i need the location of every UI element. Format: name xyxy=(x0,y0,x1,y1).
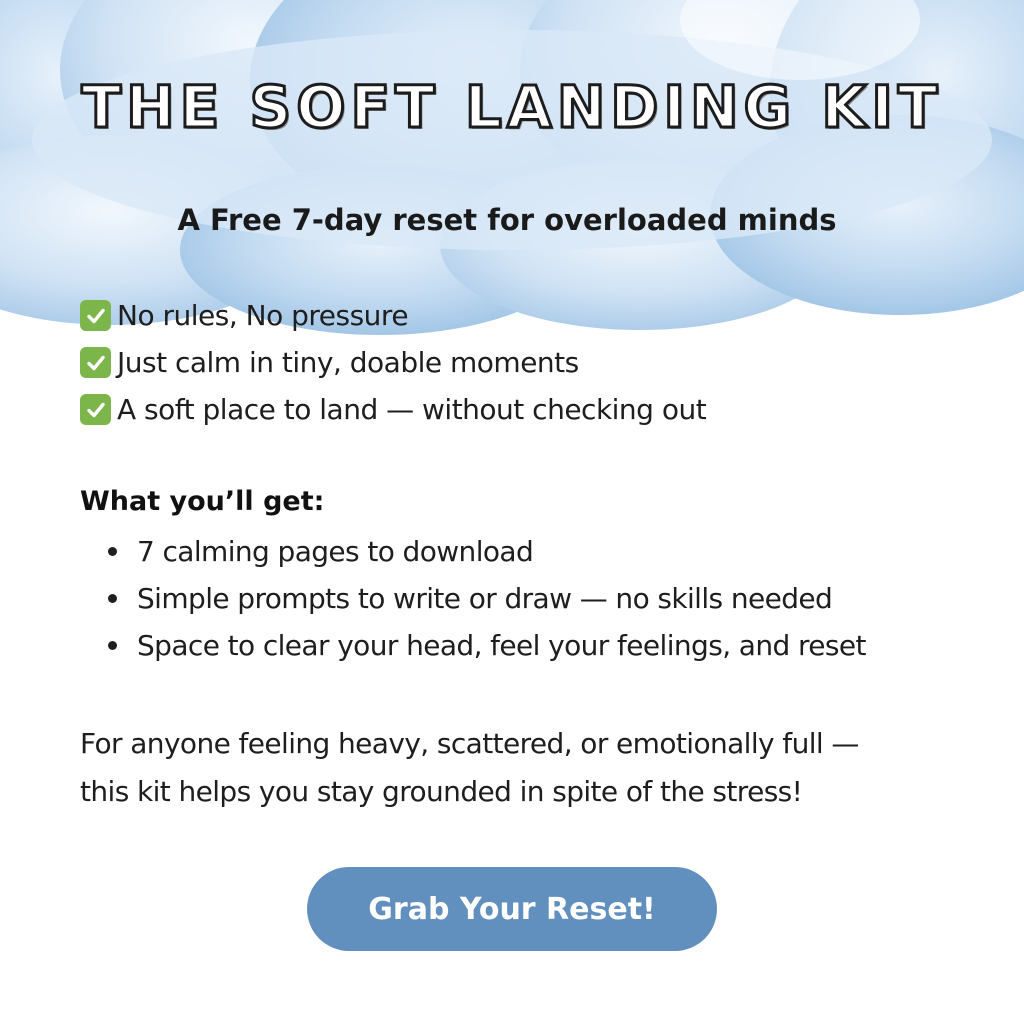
bullet-icon xyxy=(108,594,117,603)
closing-line: this kit helps you stay grounded in spite of the stress! xyxy=(80,775,803,808)
bullet-icon xyxy=(108,641,117,650)
check-box-icon xyxy=(80,394,111,425)
page-subtitle: A Free 7-day reset for overloaded minds xyxy=(177,203,837,237)
list-item xyxy=(108,528,988,575)
list-item xyxy=(108,622,988,669)
checklist-item-text: Just calm in tiny, doable moments xyxy=(117,346,579,379)
page-title: THE SOFT LANDING KIT xyxy=(81,73,943,141)
list-item xyxy=(108,575,988,622)
check-box-icon xyxy=(80,300,111,331)
list-item-text: Simple prompts to write or draw — no skills needed xyxy=(137,582,833,615)
checklist-item-text: A soft place to land — without checking out xyxy=(117,393,707,426)
grab-your-reset-button[interactable]: Grab Your Reset! xyxy=(307,867,717,951)
what-you-get-heading: What you’ll get: xyxy=(80,486,325,517)
checklist-item xyxy=(80,339,980,386)
bullet-icon xyxy=(108,547,117,556)
cloud-shape xyxy=(0,0,1024,335)
check-box-icon xyxy=(80,347,111,378)
checklist-item xyxy=(80,386,980,433)
closing-line: For anyone feeling heavy, scattered, or emotionally full — xyxy=(80,727,859,760)
what-you-get-list xyxy=(108,528,988,669)
list-item-text: 7 calming pages to download xyxy=(137,535,534,568)
closing-paragraph xyxy=(80,720,980,816)
benefits-checklist xyxy=(80,292,980,433)
checklist-item-text: No rules, No pressure xyxy=(117,299,409,332)
list-item-text: Space to clear your head, feel your feelings, and reset xyxy=(137,629,866,662)
checklist-item xyxy=(80,292,980,339)
